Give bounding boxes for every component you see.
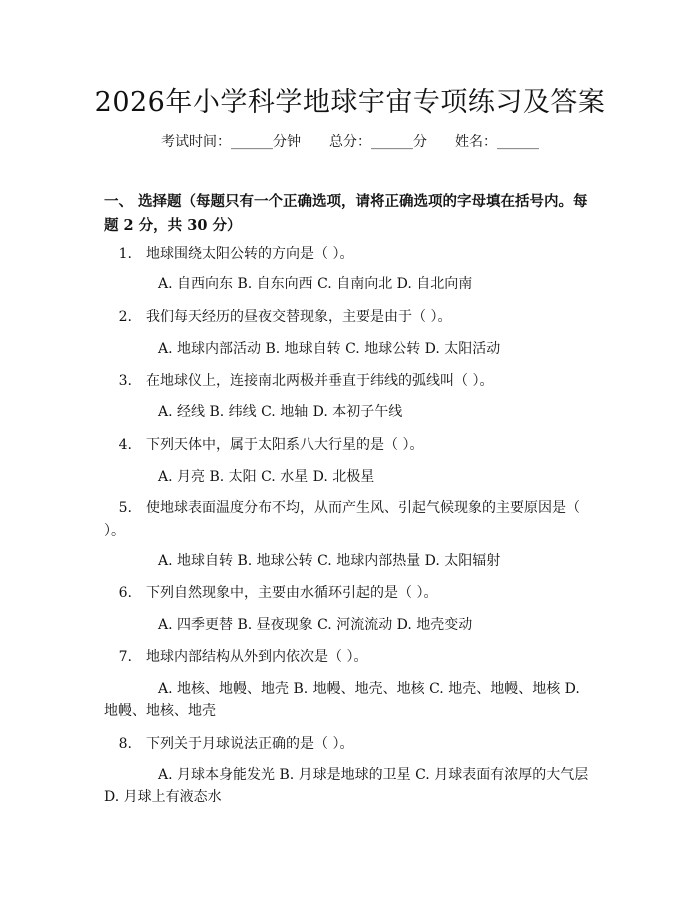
question-3-options: A. 经线 B. 纬线 C. 地轴 D. 本初子午线 bbox=[158, 404, 403, 420]
question-6 bbox=[104, 582, 598, 605]
page-title: 2026年小学科学地球宇宙专项练习及答案 bbox=[94, 87, 606, 118]
question-text: 地球围绕太阳公转的方向是（ ）。 bbox=[146, 246, 354, 262]
question-8 bbox=[104, 733, 598, 756]
question-4 bbox=[104, 434, 598, 457]
section-heading: 一、 选择题（每题只有一个正确选项，请将正确选项的字母填在括号内。每题 2 分，共 30 分） bbox=[104, 193, 588, 234]
question-6-options: A. 四季更替 B. 昼夜现象 C. 河流流动 D. 地壳变动 bbox=[158, 617, 473, 633]
question-number: 3. bbox=[118, 373, 132, 389]
question-text: 下列自然现象中，主要由水循环引起的是（ ）。 bbox=[146, 585, 438, 601]
question-text: 我们每天经历的昼夜交替现象，主要是由于（ ）。 bbox=[146, 309, 452, 325]
question-7-options: A. 地核、地幔、地壳 B. 地幔、地壳、地核 C. 地壳、地幔、地核 D. 地幔、地核、地壳 bbox=[104, 681, 580, 719]
question-number: 7. bbox=[118, 649, 132, 665]
question-2-options: A. 地球内部活动 B. 地球自转 C. 地球公转 D. 太阳活动 bbox=[158, 341, 501, 357]
question-text: 地球内部结构从外到内依次是（ ）。 bbox=[146, 649, 368, 665]
exam-time-field: 考试时间：______分钟 bbox=[161, 134, 301, 150]
exam-meta-line bbox=[0, 131, 700, 151]
question-text: 使地球表面温度分布不均，从而产生风、引起气候现象的主要原因是（ ）。 bbox=[104, 500, 580, 539]
question-5-options: A. 地球自转 B. 地球公转 C. 地球内部热量 D. 太阳辐射 bbox=[158, 553, 501, 569]
question-7 bbox=[104, 646, 598, 669]
question-text: 下列天体中，属于太阳系八大行星的是（ ）。 bbox=[146, 437, 424, 453]
question-1-options: A. 自西向东 B. 自东向西 C. 自南向北 D. 自北向南 bbox=[158, 276, 473, 292]
question-number: 5. bbox=[118, 500, 132, 516]
question-number: 4. bbox=[118, 437, 132, 453]
question-number: 2. bbox=[118, 309, 132, 325]
question-4-options: A. 月亮 B. 太阳 C. 水星 D. 北极星 bbox=[158, 469, 375, 485]
question-text: 在地球仪上，连接南北两极并垂直于纬线的弧线叫（ ）。 bbox=[146, 373, 494, 389]
question-number: 8. bbox=[118, 736, 132, 752]
question-1 bbox=[104, 243, 598, 266]
total-score-field: 总分：______分 bbox=[329, 134, 427, 150]
question-5 bbox=[104, 497, 598, 543]
question-2 bbox=[104, 306, 598, 329]
question-number: 6. bbox=[118, 585, 132, 601]
question-3 bbox=[104, 370, 598, 393]
student-name-field: 姓名：______ bbox=[455, 134, 539, 150]
question-8-options: A. 月球本身能发光 B. 月球是地球的卫星 C. 月球表面有浓厚的大气层 D. 月球上有液态水 bbox=[104, 767, 589, 805]
question-text: 下列关于月球说法正确的是（ ）。 bbox=[146, 736, 354, 752]
question-number: 1. bbox=[118, 246, 132, 262]
